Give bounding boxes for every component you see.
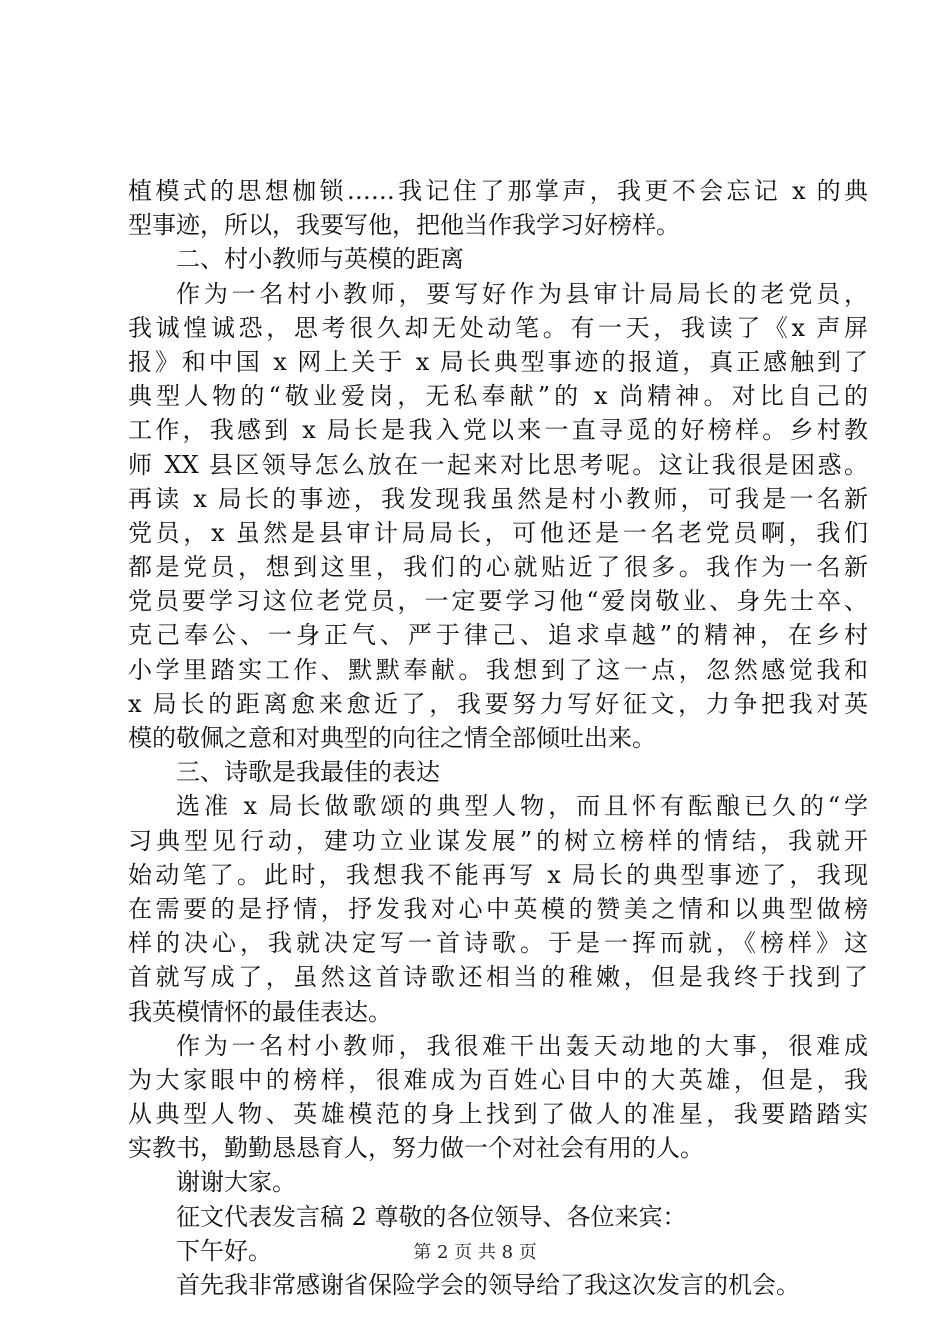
text-line: 在需要的是抒情，抒发我对心中英模的赞美之情和以典型做榜 (128, 894, 868, 923)
text-line: 报》和中国 x 网上关于 x 局长典型事迹的报道，真正感触到了 (128, 347, 868, 376)
text-line: 克己奉公、一身正气、严于律己、追求卓越”的精神，在乡村 (128, 621, 868, 650)
text-line: 三、诗歌是我最佳的表达 (176, 758, 440, 787)
text-line: 师 XX 县区领导怎么放在一起来对比思考呢。这让我很是困惑。 (128, 450, 868, 479)
text-line: 党员，x 虽然是县审计局局长，可他还是一名老党员啊，我们 (128, 518, 868, 547)
text-line: 再读 x 局长的事迹，我发现我虽然是村小教师，可我是一名新 (128, 484, 868, 513)
text-line: 样的决心，我就决定写一首诗歌。于是一挥而就，《榜样》这 (128, 929, 868, 958)
text-line: 都是党员，想到这里，我们的心就贴近了很多。我作为一名新 (128, 553, 868, 582)
text-line: 我英模情怀的最佳表达。 (128, 997, 392, 1026)
text-line: 始动笔了。此时，我想我不能再写 x 局长的典型事迹了，我现 (128, 860, 868, 889)
text-line: 典型人物的“敬业爱岗，无私奉献”的 x 尚精神。对比自己的 (128, 382, 868, 411)
text-line: 谢谢大家。 (176, 1168, 296, 1197)
text-line: x 局长的距离愈来愈近了，我要努力写好征文，力争把我对英 (128, 689, 868, 718)
text-line: 二、村小教师与英模的距离 (176, 245, 464, 274)
document-body (128, 174, 868, 1302)
text-line: 首先我非常感谢省保险学会的领导给了我这次发言的机会。 (176, 1271, 800, 1299)
text-line: 工作，我感到 x 局长是我入党以来一直寻觅的好榜样。乡村教 (128, 416, 868, 445)
text-line: 党员要学习这位老党员，一定要学习他“爱岗敬业、身先士卒、 (128, 587, 868, 616)
text-line: 型事迹，所以，我要写他，把他当作我学习好榜样。 (128, 211, 680, 240)
text-line: 习典型见行动，建功立业谋发展”的树立榜样的情结，我就开 (128, 826, 868, 855)
text-line: 模的敬佩之意和对典型的向往之情全部倾吐出来。 (128, 724, 656, 752)
text-line: 小学里踏实工作、默默奉献。我想到了这一点，忽然感觉我和 (128, 655, 868, 684)
text-line: 实教书，勤勤恳恳育人，努力做一个对社会有用的人。 (128, 1134, 704, 1163)
text-line: 下午好。 (176, 1236, 272, 1265)
text-line: 作为一名村小教师，要写好作为县审计局局长的老党员， (176, 279, 868, 308)
text-line: 我诚惶诚恐，思考很久却无处动笔。有一天，我读了《x 声屏 (128, 313, 868, 342)
text-line: 征文代表发言稿 2 尊敬的各位领导、各位来宾： (176, 1202, 687, 1231)
text-line: 植模式的思想枷锁……我记住了那掌声，我更不会忘记 x 的典 (128, 177, 868, 205)
page-footer: 第 2 页 共 8 页 (413, 1242, 537, 1263)
text-line: 作为一名村小教师，我很难干出轰天动地的大事，很难成 (176, 1031, 868, 1060)
text-line: 选准 x 局长做歌颂的典型人物，而且怀有酝酿已久的“学 (176, 792, 868, 821)
text-line: 首就写成了，虽然这首诗歌还相当的稚嫩，但是我终于找到了 (128, 963, 868, 992)
text-line: 从典型人物、英雄模范的身上找到了做人的准星，我要踏踏实 (128, 1100, 868, 1129)
text-line: 为大家眼中的榜样，很难成为百姓心目中的大英雄，但是，我 (128, 1065, 868, 1094)
